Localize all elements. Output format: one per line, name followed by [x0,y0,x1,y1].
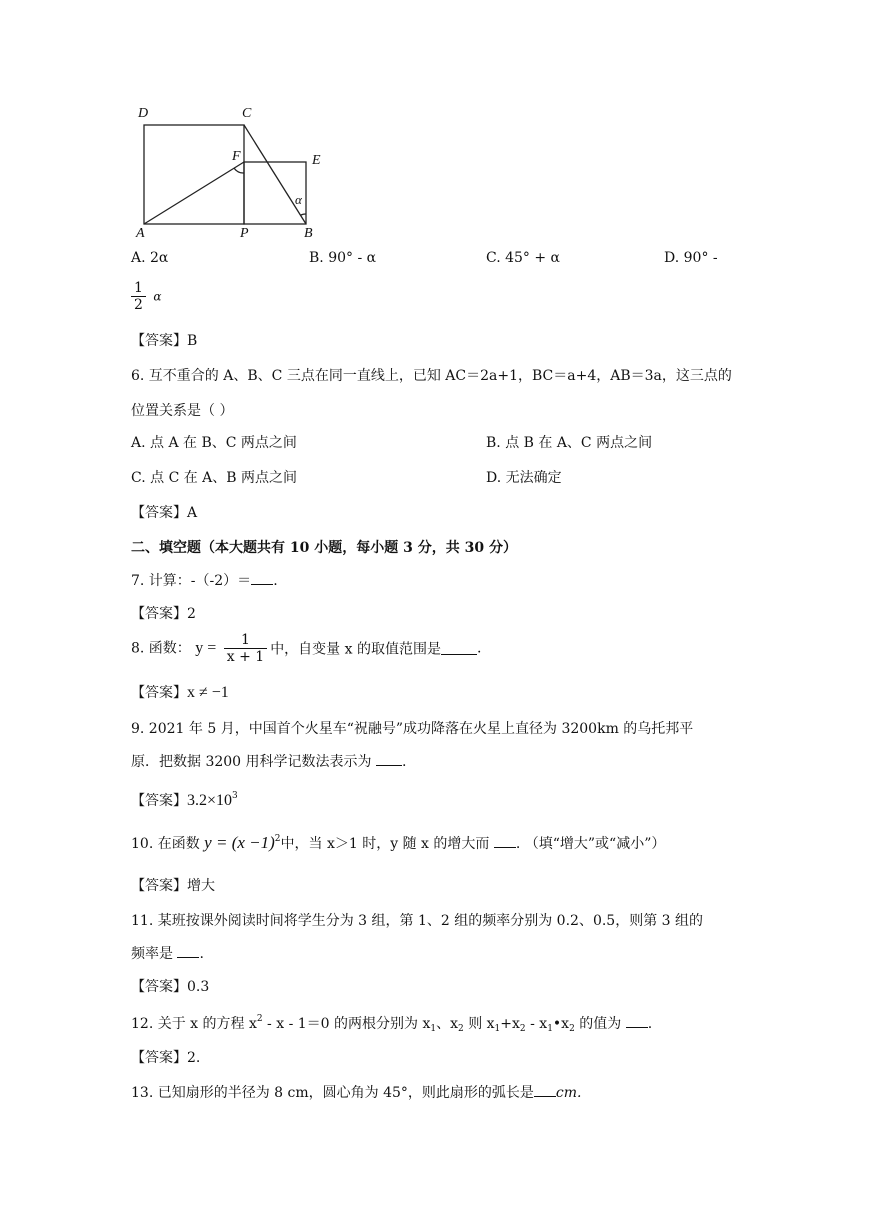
label-alpha: α [295,192,302,207]
label-p: P [240,226,249,241]
q8-stem [131,632,481,665]
subscript: 1 [494,1024,501,1034]
q5-option-a: A. 2α [131,250,169,266]
q5-option-d: D. 90° - [664,250,718,266]
q11-answer: 【答案】0.3 [131,979,210,995]
q10-stem [131,833,665,853]
q8-end: . [476,640,482,657]
q9-end: . [401,754,407,770]
answer-blank [441,642,477,655]
q10-answer: 【答案】增大 [131,878,215,894]
answer-blank [534,1084,556,1097]
answer-exponent: 3 [232,791,238,801]
q7-text: 7. 计算：-（-2）＝ [131,573,252,589]
answer-blank [251,572,273,585]
q11-stem-line1: 11. 某班按课外阅读时间将学生分为 3 组，第 1、2 组的频率分别为 0.2、0.5，则第 3 组的 [131,913,704,929]
answer-blank [376,753,402,766]
q9-line2-text: 原．把数据 3200 用科学记数法表示为 [131,754,372,770]
q10-func: y = (x −1) [204,833,275,852]
label-d: D [138,106,149,121]
section-title: 二、填空题（本大题共有 10 小题，每小题 3 分，共 30 分） [131,540,517,556]
q12-answer: 【答案】2. [131,1050,201,1066]
label-a: A [136,226,145,241]
q8-prefix: 8. 函数： [131,640,191,657]
q11-line2-text: 频率是 [131,946,173,962]
q12-stem [131,1013,652,1034]
q6-answer: 【答案】A [131,505,198,521]
q7-stem [131,570,278,590]
segment-af [144,162,244,224]
q5-option-c: C. 45° + α [486,250,561,266]
q9-stem-line2 [131,751,406,771]
angle-arc-f [234,168,244,173]
q6-stem-line1: 6. 互不重合的 A、B、C 三点在同一直线上，已知 AC＝2a+1，BC＝a+4，AB＝3a，这三点的 [131,368,732,384]
answer-label: 【答案】 [131,685,187,701]
label-e: E [312,153,321,168]
subscript: 2 [519,1024,526,1034]
q12-prefix: 12. 关于 x 的方程 x [131,1016,257,1032]
q8-fraction [224,632,267,665]
q12-text: +x [500,1016,520,1032]
subscript: 2 [569,1024,575,1034]
answer-label: 【答案】 [131,793,187,809]
q12-text: 、x [436,1016,459,1032]
q12-text: 则 x [463,1016,495,1032]
answer-value: 3.2×10 [187,792,233,809]
label-b: B [304,226,313,241]
q12-tail: 的值为 [574,1016,622,1032]
subscript: 1 [547,1024,553,1034]
q8-suffix: 中，自变量 x 的取值范围是 [270,641,441,658]
subscript: 2 [458,1024,464,1034]
q13-stem [131,1082,581,1102]
answer-blank [626,1015,648,1028]
q5-option-b: B. 90° - α [309,250,377,266]
subscript: 1 [430,1024,437,1034]
q9-stem-line1: 9. 2021 年 5 月，中国首个火星车“祝融号”成功降落在火星上直径为 3200km 的乌托邦平 [131,721,694,737]
q13-text: 13. 已知扇形的半径为 8 cm，圆心角为 45°，则此扇形的弧长是 [131,1085,534,1101]
answer-blank [177,945,199,958]
q9-answer [131,790,238,810]
q10-exponent: 2 [274,834,281,844]
fraction-denominator: 2 [134,297,143,313]
q12-text: •x [552,1016,570,1032]
q12-end: . [647,1016,653,1032]
segment-cb [244,125,306,224]
answer-blank [494,835,516,848]
q11-stem-line2 [131,943,204,963]
q12-exponent: 2 [256,1014,263,1024]
q11-end: . [199,946,204,962]
q7-end: . [273,573,278,589]
q5-answer: 【答案】B [131,333,198,349]
fraction-denominator: x + 1 [226,649,265,665]
angle-arc-b [301,214,306,215]
fraction-numerator: 1 [131,280,146,297]
q13-unit: cm. [555,1085,582,1101]
q12-text: - x - 1＝0 的两根分别为 x [262,1016,431,1032]
q10-prefix: 10. 在函数 [131,836,200,852]
fraction-tail: α [153,289,162,304]
q8-answer [131,682,229,702]
label-c: C [242,106,252,121]
q5-option-d-fraction [128,280,161,313]
q6-option-d: D. 无法确定 [486,470,562,486]
label-f: F [232,149,241,164]
square-adcp [144,125,244,224]
q7-answer: 【答案】2 [131,606,196,622]
answer-value: x ≠ −1 [187,684,229,701]
q6-option-b: B. 点 B 在 A、C 两点之间 [486,435,653,451]
q6-stem-line2: 位置关系是（ ） [131,403,234,419]
q12-text: - x [525,1016,548,1032]
q8-y-eq: y = [195,639,217,657]
q6-option-c: C. 点 C 在 A、B 两点之间 [131,470,298,486]
fraction-numerator: 1 [224,632,267,649]
q10-tail: . （填“增大”或“减小”） [515,836,666,852]
q6-option-a: A. 点 A 在 B、C 两点之间 [131,435,297,451]
geometry-figure [130,100,340,245]
q10-suffix: 中，当 x＞1 时，y 随 x 的增大而 [280,836,490,852]
